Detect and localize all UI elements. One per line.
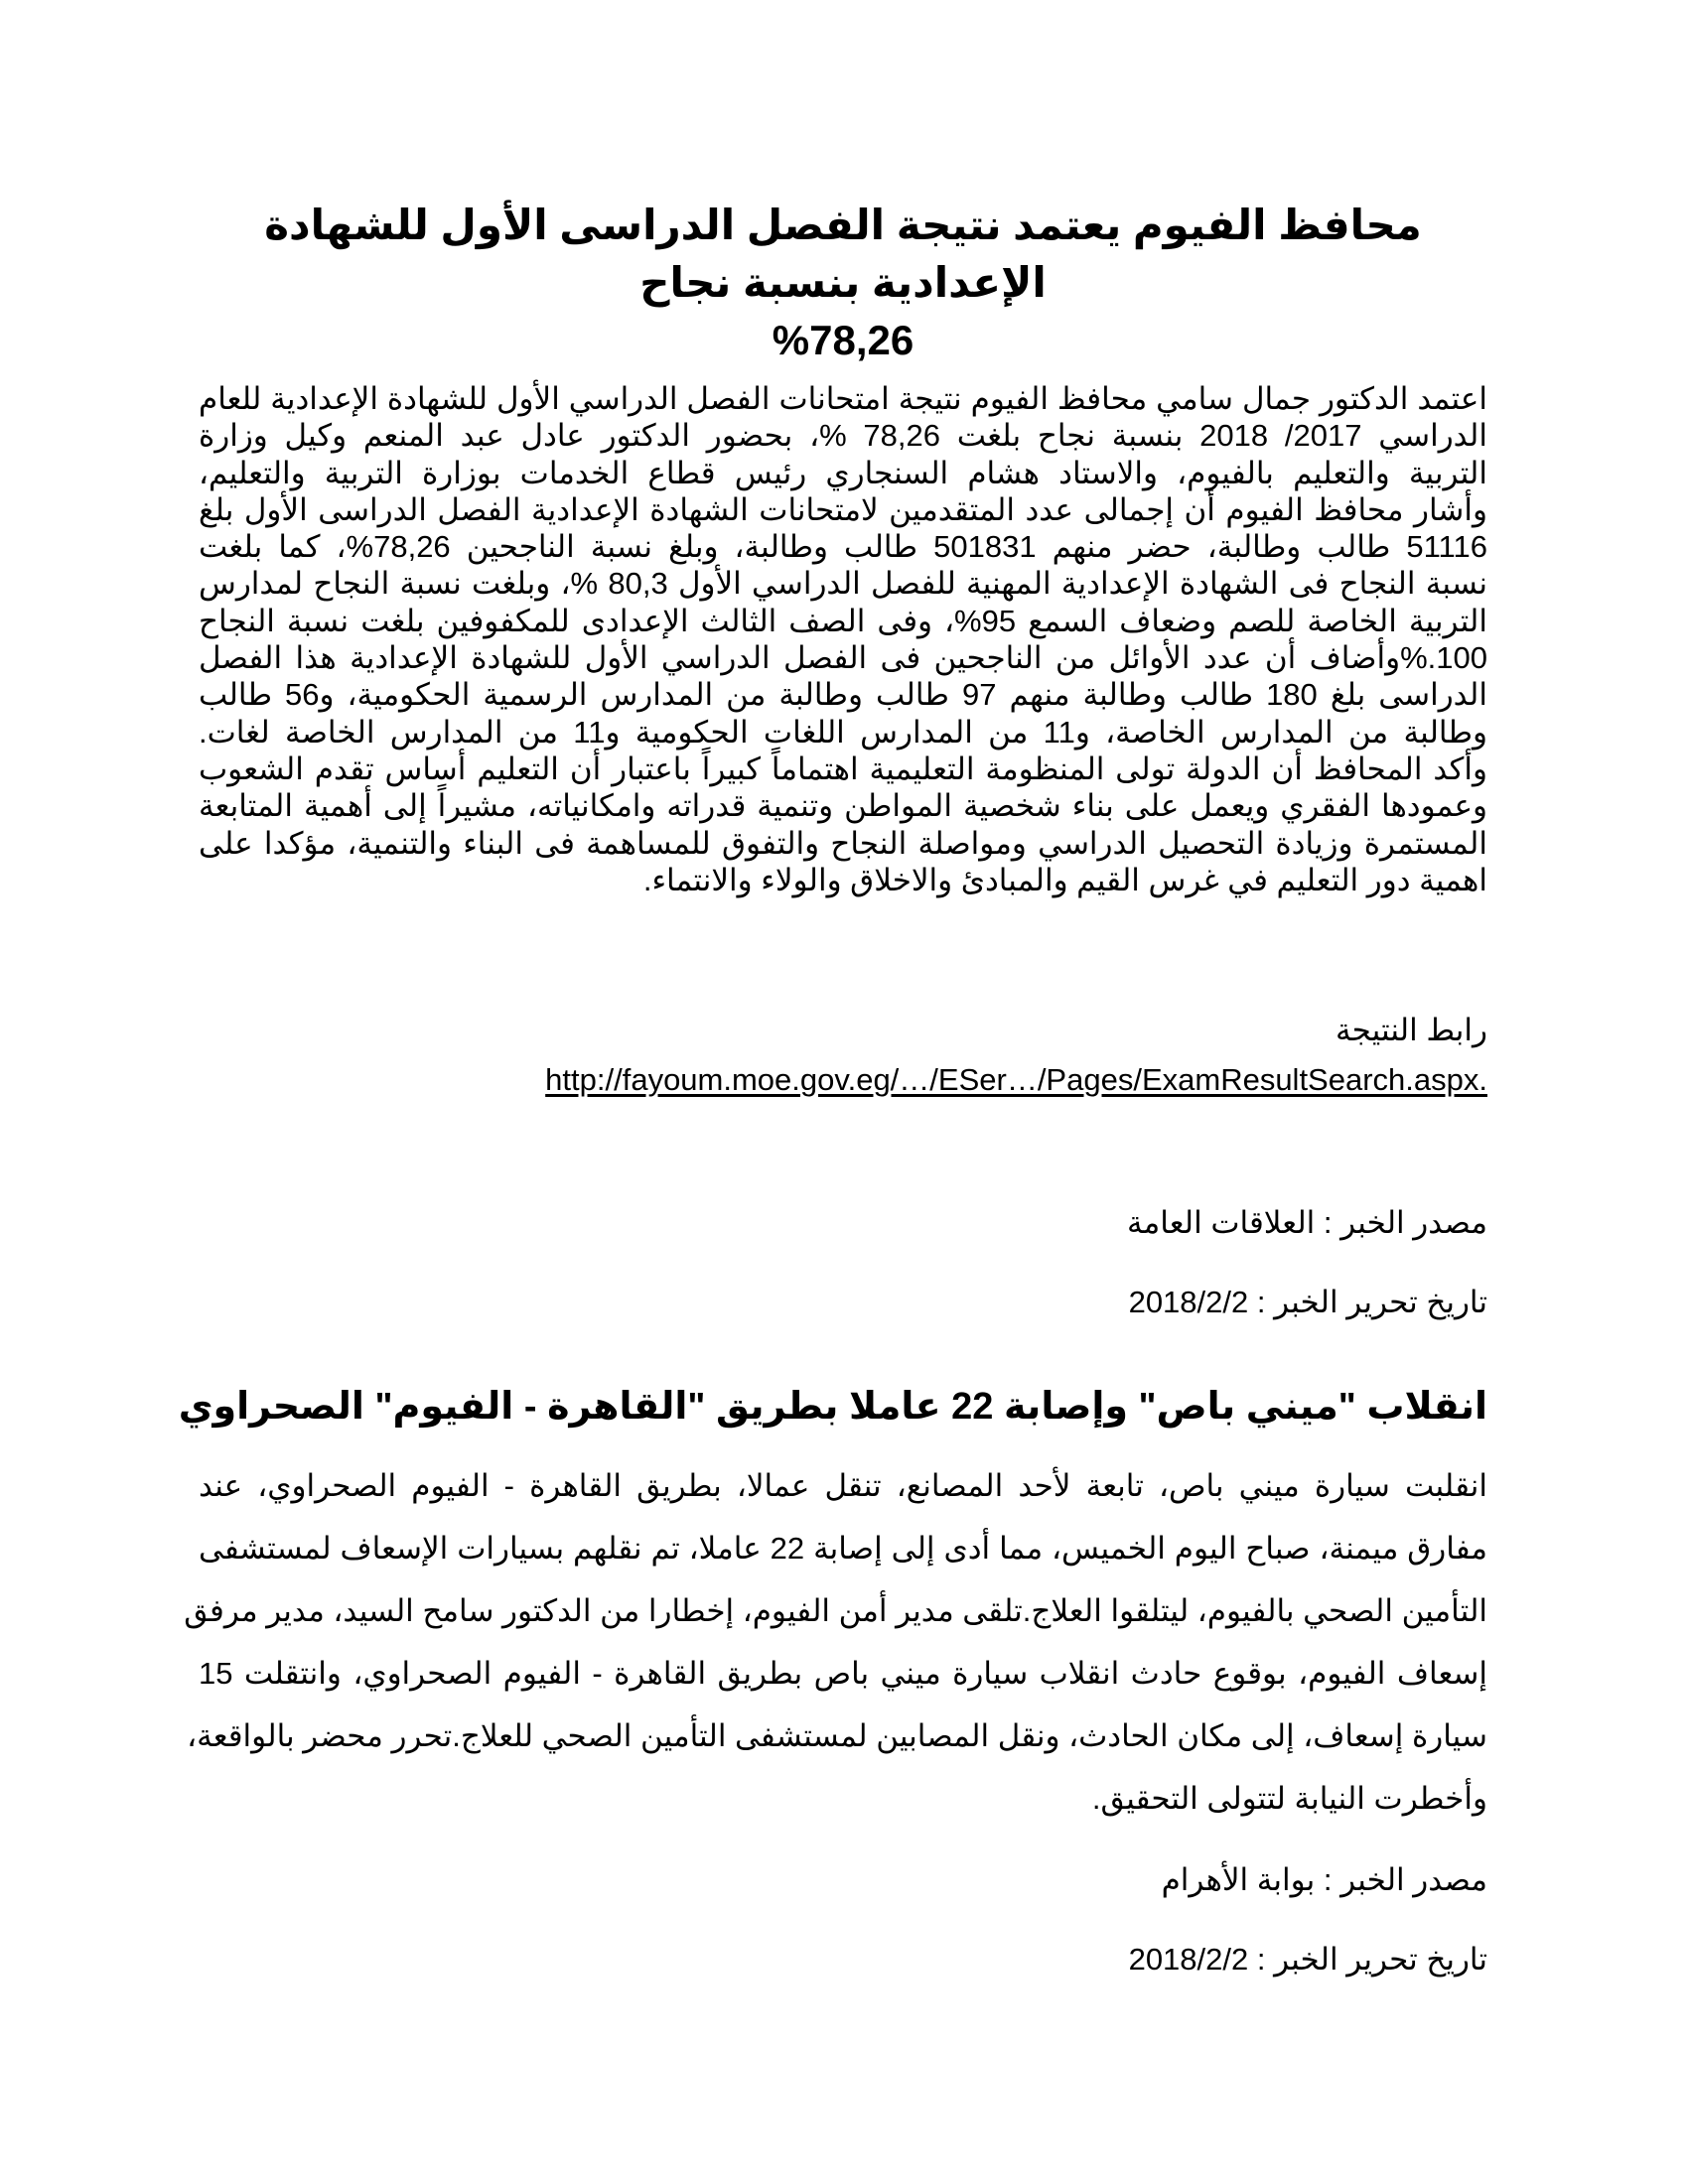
article1-body-line: 100.%وأضاف أن عدد الأوائل من الناجحين فى الفصل الدراسي الأول للشهادة الإعدادية هذا الفصل — [199, 640, 1487, 676]
article1-body-line: 51116 طالب وطالبة، حضر منهم 501831 طالب وطالبة، وبلغ نسبة الناجحين 78,26%، كما بلغت — [199, 529, 1487, 565]
article1-body-line: التربية والتعليم بالفيوم، والاستاد هشام السنجاري رئيس قطاع الخدمات بوزارة التربية والتعليم، — [199, 455, 1487, 490]
article2-body-line: مفارق ميمنة، صباح اليوم الخميس، مما أدى إلى إصابة 22 عاملا، تم نقلهم بسيارات الإسعاف لمستشفى — [199, 1531, 1487, 1566]
article1-body-line: المستمرة وزيادة التحصيل الدراسي ومواصلة النجاح والتفوق للمساهمة فى البناء والتنمية، مؤكدا على — [199, 825, 1487, 861]
article1-body — [199, 380, 1487, 898]
article1-body-line: اهمية دور التعليم في غرس القيم والمبادئ والاخلاق والولاء والانتماء. — [642, 862, 1487, 897]
article1-source: مصدر الخبر : العلاقات العامة — [1127, 1205, 1487, 1240]
article2-body-line: وأخطرت النيابة لتتولى التحقيق. — [1091, 1781, 1487, 1816]
article2-body-line: سيارة إسعاف، إلى مكان الحادث، ونقل المصابين لمستشفى التأمين الصحي للعلاج.تحرر محضر بالواقعة، — [187, 1718, 1487, 1753]
article2-body-line: إسعاف الفيوم، بوقوع حادث انقلاب سيارة ميني باص بطريق القاهرة - الفيوم الصحراوي، وانتقلت 15 — [199, 1656, 1487, 1691]
result-link-label: رابط النتيجة — [1335, 1013, 1487, 1047]
article1-body-line: وأشار محافظ الفيوم أن إجمالى عدد المتقدمين لامتحانات الشهادة الإعدادية الفصل الدراسى الأول بلغ — [199, 491, 1487, 527]
article2-date: تاريخ تحرير الخبر : 2018/2/2 — [1128, 1942, 1487, 1977]
article1-body-line: الدراسي 2017/ 2018 بنسبة نجاح بلغت 78,26 %، بحضور الدكتور عادل عبد المنعم وكيل وزارة — [199, 418, 1487, 454]
article1-body-line: نسبة النجاح فى الشهادة الإعدادية المهنية للفصل الدراسي الأول 80,3 %، وبلغت نسبة النجاح لمدارس — [199, 566, 1488, 602]
article1-title — [199, 197, 1487, 369]
article1-body-line: اعتمد الدكتور جمال سامي محافظ الفيوم نتيجة امتحانات الفصل الدراسي الأول للشهادة الإعدادية للعام — [199, 381, 1487, 416]
article2-body-line: انقلبت سيارة ميني باص، تابعة لأحد المصانع، تنقل عمالا، بطريق القاهرة - الفيوم الصحراوي، عند — [199, 1468, 1487, 1503]
article1-body-line: وأكد المحافظ أن الدولة تولى المنظومة التعليمية اهتماماً كبيراً باعتبار أن التعليم أساس تقدم الشعوب — [199, 751, 1487, 786]
article1-body-line: التربية الخاصة للصم وضعاف السمع 95%، وفى الصف الثالث الإعدادى للمكفوفين بلغت نسبة النجاح — [199, 603, 1487, 638]
article1-title-line1: محافظ الفيوم يعتمد نتيجة الفصل الدراسى الأول للشهادة الإعدادية بنسبة نجاح — [264, 202, 1422, 306]
article1-title-line2: %78,26 — [772, 317, 914, 363]
article2-source: مصدر الخبر : بوابة الأهرام — [1161, 1862, 1487, 1897]
article2-title: انقلاب "ميني باص" وإصابة 22 عاملا بطريق "القاهرة - الفيوم" الصحراوي — [178, 1386, 1487, 1428]
article2-body-line: التأمين الصحي بالفيوم، ليتلقوا العلاج.تلقى مدير أمن الفيوم، إخطارا من الدكتور سامح السيد، مدير مرفق — [184, 1593, 1487, 1628]
result-link[interactable]: http://fayoum.moe.gov.eg/…/ESer…/Pages/ExamResultSearch.aspx. — [545, 1062, 1487, 1097]
article1-body-line: الدراسى بلغ 180 طالب وطالبة منهم 97 طالب وطالبة من المدارس الرسمية الحكومية، و56 طالب — [199, 677, 1487, 713]
article1-body-line: وعمودها الفقري ويعمل على بناء شخصية المواطن وتنمية قدراته وامكانياته، مشيراً إلى أهمية المتابعة — [199, 788, 1487, 824]
article1-date: تاريخ تحرير الخبر : 2018/2/2 — [1128, 1285, 1487, 1319]
article1-body-line: وطالبة من المدارس الخاصة، و11 من المدارس اللغات الحكومية و11 من المدارس الخاصة لغات. — [199, 714, 1487, 750]
article2-body — [184, 1454, 1487, 1830]
